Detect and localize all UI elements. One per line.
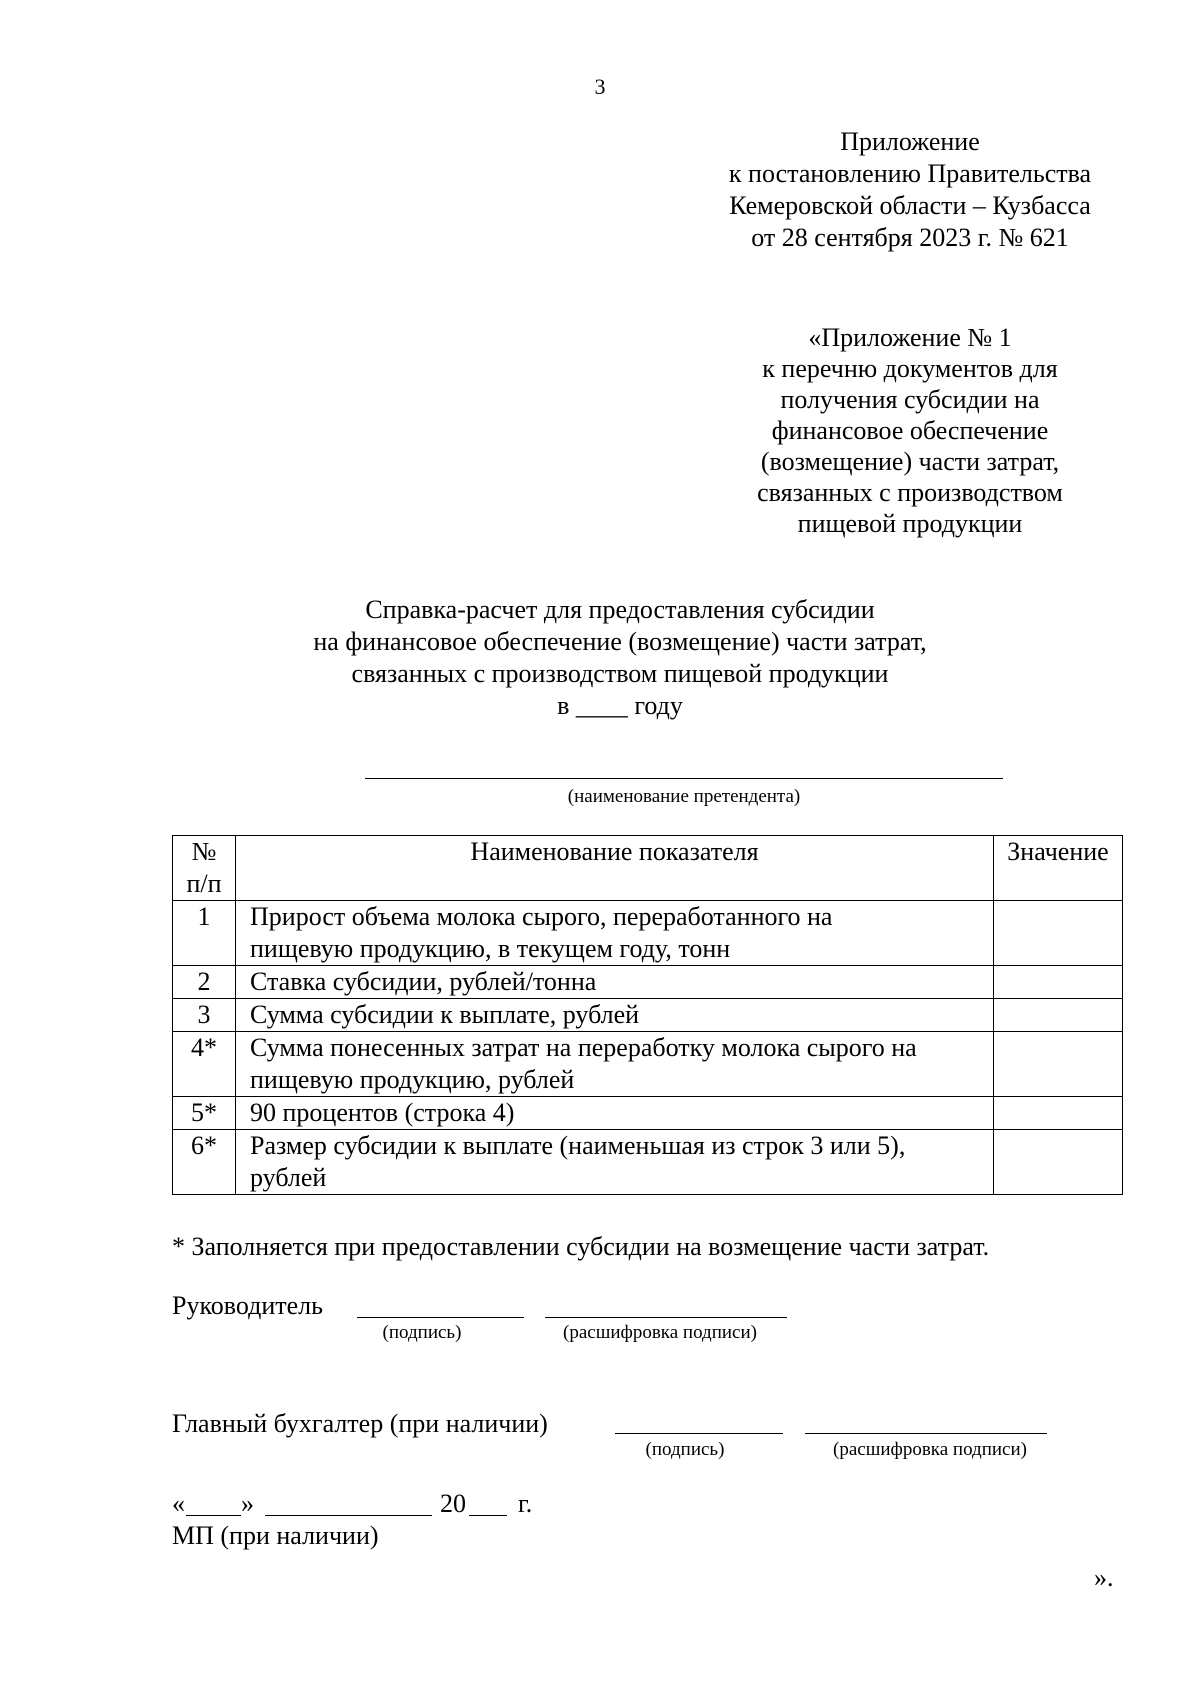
annex-line: пищевой продукции xyxy=(797,509,1023,538)
approval-line: к постановлению Правительства xyxy=(728,159,1092,188)
row-name-line: Размер субсидии к выплате (наименьшая из строк 3 или 5), xyxy=(250,1131,906,1160)
table-row xyxy=(173,1097,1123,1130)
row-number: 5* xyxy=(173,1097,236,1130)
date-month-line[interactable] xyxy=(265,1515,432,1516)
row-name-line: пищевую продукцию, рублей xyxy=(250,1065,575,1094)
approval-line: от 28 сентября 2023 г. № 621 xyxy=(751,223,1069,252)
table-row xyxy=(173,1032,1123,1097)
row-name xyxy=(236,966,994,999)
table-row xyxy=(173,1130,1123,1195)
date-year-prefix: 20 xyxy=(440,1489,466,1518)
table-row xyxy=(173,901,1123,966)
row-number: 3 xyxy=(173,999,236,1032)
row-value-cell[interactable] xyxy=(994,1032,1123,1097)
annex-line: связанных с производством xyxy=(757,478,1063,507)
annex-line: финансовое обеспечение xyxy=(771,416,1049,445)
annex-line: (возмещение) части затрат, xyxy=(760,447,1060,476)
accountant-signature-caption: (подпись) xyxy=(645,1439,725,1460)
row-name xyxy=(236,1097,994,1130)
applicant-caption: (наименование претендента) xyxy=(567,786,801,807)
date-close-quote: » xyxy=(241,1489,254,1518)
row-value-cell[interactable] xyxy=(994,1130,1123,1195)
annex-block xyxy=(710,322,1110,539)
row-name-line: Сумма понесенных затрат на переработку молока сырого на xyxy=(250,1033,917,1062)
row-value-cell[interactable] xyxy=(994,1097,1123,1130)
table-row xyxy=(173,999,1123,1032)
row-number: 4* xyxy=(173,1032,236,1097)
stamp-label: МП (при наличии) xyxy=(172,1521,379,1550)
date-year-line[interactable] xyxy=(469,1515,507,1516)
accountant-label: Главный бухгалтер (при наличии) xyxy=(172,1409,548,1438)
approval-line: Кемеровской области – Кузбасса xyxy=(729,191,1091,220)
row-value-cell[interactable] xyxy=(994,966,1123,999)
row-name-line: Сумма субсидии к выплате, рублей xyxy=(250,1000,640,1029)
row-name xyxy=(236,999,994,1032)
page-number: 3 xyxy=(594,74,606,99)
accountant-signature-line[interactable] xyxy=(615,1433,783,1434)
head-signature-line[interactable] xyxy=(357,1317,524,1318)
header-value: Значение xyxy=(994,836,1123,901)
header-number-line: № xyxy=(191,837,217,866)
title-line: Справка-расчет для предоставления субсидии xyxy=(365,595,875,624)
accountant-decoding-line[interactable] xyxy=(805,1433,1047,1434)
row-number: 6* xyxy=(173,1130,236,1195)
row-number: 2 xyxy=(173,966,236,999)
head-signature-caption: (подпись) xyxy=(382,1322,462,1343)
closing-quote: ». xyxy=(1094,1563,1114,1592)
date-open-quote: « xyxy=(172,1489,185,1518)
title-line: в ____ году xyxy=(557,691,683,720)
row-value-cell[interactable] xyxy=(994,901,1123,966)
date-year-suffix: г. xyxy=(518,1489,533,1518)
row-number: 1 xyxy=(173,901,236,966)
head-decoding-line[interactable] xyxy=(545,1317,787,1318)
row-name xyxy=(236,901,994,966)
annex-line: получения субсидии на xyxy=(780,385,1040,414)
applicant-name-line[interactable] xyxy=(365,778,1003,779)
header-number-line: п/п xyxy=(186,869,222,898)
row-name-line: 90 процентов (строка 4) xyxy=(250,1098,515,1127)
header-number xyxy=(173,836,236,901)
title-line: связанных с производством пищевой продукции xyxy=(351,659,889,688)
annex-line: «Приложение № 1 xyxy=(808,323,1012,352)
row-name-line: Прирост объема молока сырого, переработанного на xyxy=(250,902,833,931)
approval-line: Приложение xyxy=(840,127,980,156)
row-name-line: Ставка субсидии, рублей/тонна xyxy=(250,967,597,996)
title-line: на финансовое обеспечение (возмещение) части затрат, xyxy=(313,627,927,656)
head-decoding-caption: (расшифровка подписи) xyxy=(563,1322,757,1343)
row-name-line: рублей xyxy=(250,1163,327,1192)
row-value-cell[interactable] xyxy=(994,999,1123,1032)
footnote: * Заполняется при предоставлении субсидии на возмещение части затрат. xyxy=(172,1232,990,1261)
accountant-decoding-caption: (расшифровка подписи) xyxy=(833,1439,1027,1460)
date-day-line[interactable] xyxy=(186,1515,241,1516)
table-row xyxy=(173,966,1123,999)
header-indicator-name: Наименование показателя xyxy=(236,836,994,901)
approval-block xyxy=(680,126,1140,254)
document-title xyxy=(240,594,1000,722)
row-name xyxy=(236,1032,994,1097)
annex-line: к перечню документов для xyxy=(762,354,1058,383)
row-name-line: пищевую продукцию, в текущем году, тонн xyxy=(250,934,731,963)
row-name xyxy=(236,1130,994,1195)
indicators-table xyxy=(172,835,1123,1195)
table-header-row xyxy=(173,836,1123,901)
head-label: Руководитель xyxy=(172,1291,323,1320)
